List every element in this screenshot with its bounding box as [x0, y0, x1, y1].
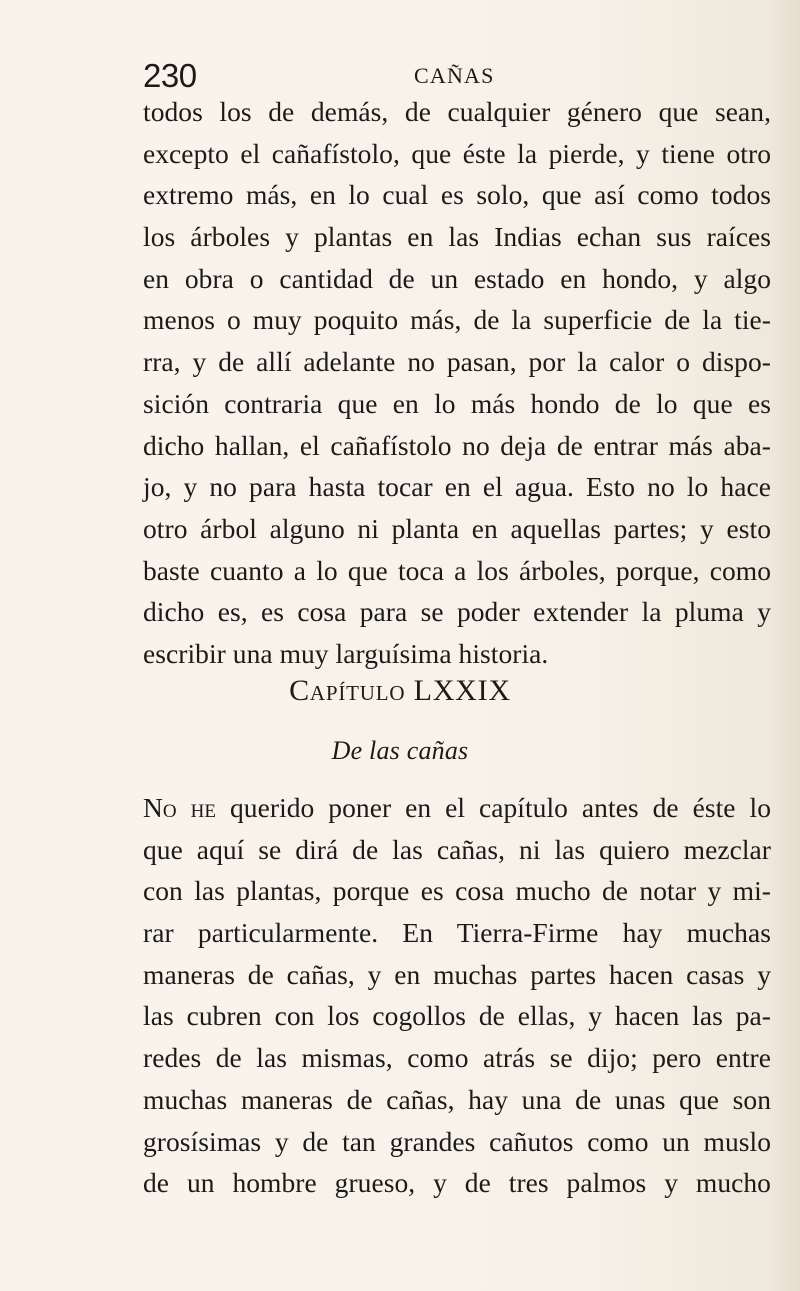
chapter-text-block — [143, 787, 771, 1204]
body-line: extremo más, en lo cual es solo, que así como todos — [143, 179, 771, 211]
chapter-line: rar particularmente. En Tierra-Firme hay muchas — [143, 917, 771, 949]
running-head: CAÑAS — [414, 63, 495, 88]
chapter-title: Capítulo LXXIX — [289, 674, 511, 707]
chapter-line-rest: querido poner en el capítulo antes de éste lo — [216, 792, 771, 823]
body-line: dicho hallan, el cañafístolo no deja de entrar más aba- — [143, 429, 771, 461]
chapter-opening-words: No he — [143, 792, 217, 823]
body-line: menos o muy poquito más, de la superficie de la tie- — [143, 304, 771, 336]
body-line: todos los de demás, de cualquier género que sean, — [143, 96, 771, 127]
body-line: los árboles y plantas en las Indias echan sus raíces — [143, 221, 771, 253]
chapter-line: maneras de cañas, y en muchas partes hacen casas y — [143, 958, 771, 990]
body-text-block — [143, 91, 771, 675]
body-line: otro árbol alguno ni planta en aquellas partes; y esto — [143, 512, 771, 544]
chapter-line — [143, 787, 771, 829]
chapter-line: que aquí se dirá de las cañas, ni las quiero mezclar — [143, 833, 771, 865]
body-line: en obra o cantidad de un estado en hondo, y algo — [143, 262, 771, 294]
chapter-line: con las plantas, porque es cosa mucho de notar y mi- — [143, 875, 771, 907]
body-line: rra, y de allí adelante no pasan, por la calor o dispo- — [143, 346, 771, 378]
chapter-subtitle: De las cañas — [331, 736, 469, 765]
body-line: jo, y no para hasta tocar en el agua. Esto no lo hace — [143, 471, 771, 503]
chapter-line: grosísimas y de tan grandes cañutos como un muslo — [143, 1125, 771, 1157]
chapter-line: de un hombre grueso, y de tres palmos y mucho — [143, 1167, 771, 1199]
body-line: sición contraria que en lo más hondo de lo que es — [143, 387, 771, 419]
chapter-line: las cubren con los cogollos de ellas, y hacen las pa- — [143, 1000, 771, 1032]
body-line: escribir una muy larguísima historia. — [143, 637, 549, 669]
chapter-line: muchas maneras de cañas, hay una de unas que son — [143, 1083, 771, 1115]
body-line: excepto el cañafístolo, que éste la pierde, y tiene otro — [143, 137, 771, 169]
page-number: 230 — [143, 57, 197, 94]
body-line: dicho es, es cosa para se poder extender la pluma y — [143, 596, 771, 628]
body-line: baste cuanto a lo que toca a los árboles, porque, como — [143, 554, 771, 586]
chapter-line: redes de las mismas, como atrás se dijo; pero entre — [143, 1042, 771, 1074]
